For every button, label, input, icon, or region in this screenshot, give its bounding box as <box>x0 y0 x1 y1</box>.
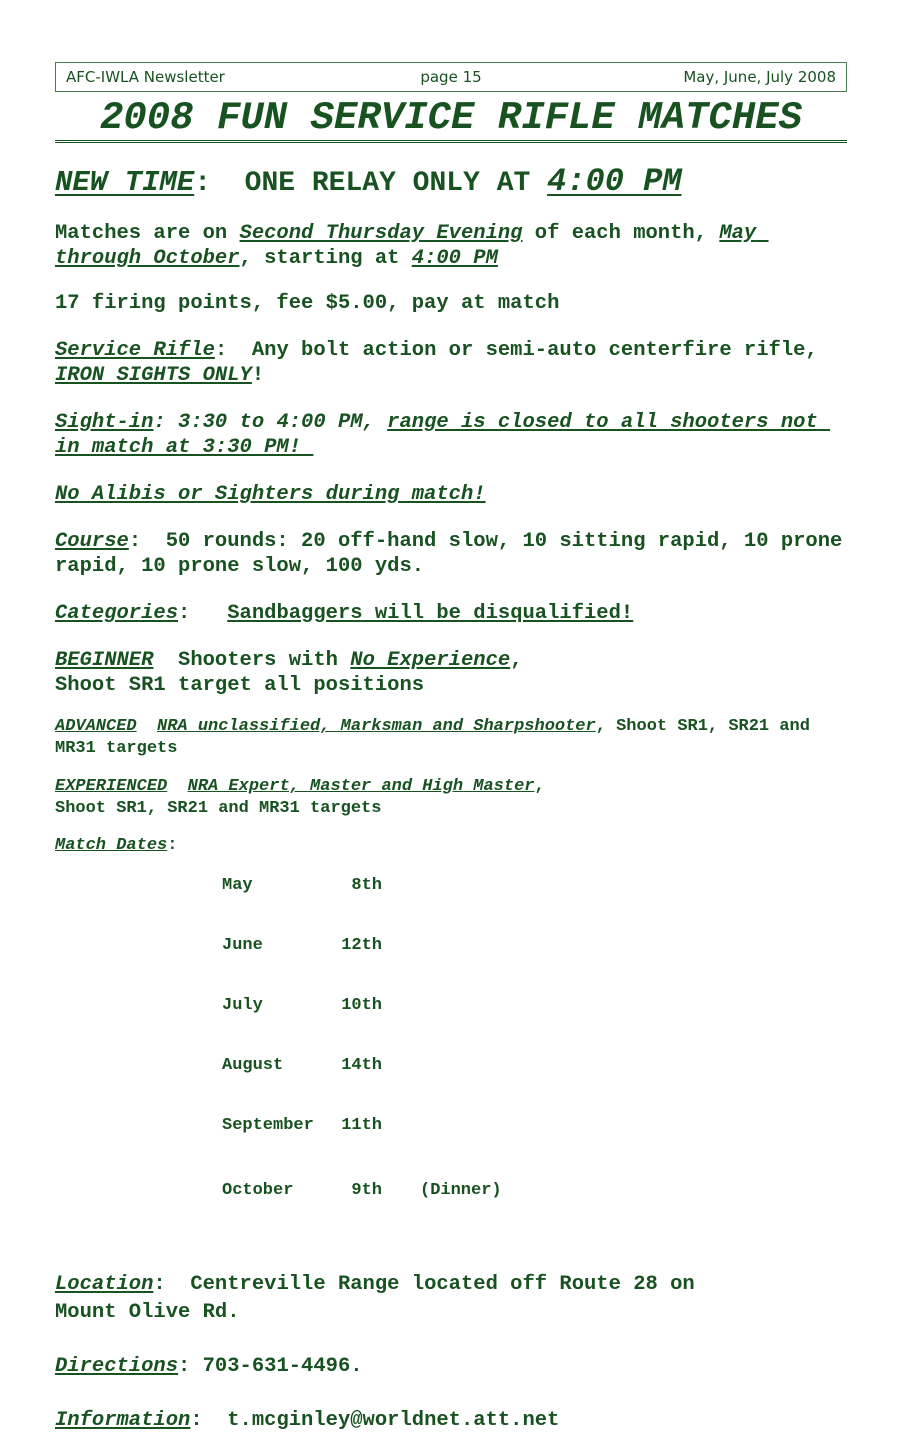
sight-in-emphasis: range is closed to all shooters not in match at 3:30 PM! <box>55 411 831 459</box>
categories-label: Categories <box>55 602 179 625</box>
match-dates-block <box>55 836 847 1241</box>
service-rifle-label: Service Rifle <box>55 339 215 362</box>
firing-points-line: 17 firing points, fee $5.00, pay at match <box>55 292 560 315</box>
course-text: : 50 rounds: 20 off-hand slow, 10 sitting rapid, 10 prone rapid, 10 prone slow, 100 yds. <box>55 530 855 578</box>
issue-date: May, June, July 2008 <box>683 68 836 86</box>
advanced-end: , Shoot SR1, SR21 and MR31 targets <box>55 717 821 758</box>
beginner-paragraph <box>55 648 847 698</box>
beginner-line2: Shoot SR1 target all positions <box>55 674 425 697</box>
information-text: : t.mcginley@worldnet.att.net <box>190 1409 560 1432</box>
categories-warning: Sandbaggers will be disqualified! <box>227 602 634 625</box>
beginner-text: Shooters with <box>153 649 351 672</box>
experienced-paragraph <box>55 776 847 820</box>
match-dates-colon: : <box>167 836 178 855</box>
match-date-row <box>222 1056 502 1076</box>
advanced-label: ADVANCED <box>55 717 137 736</box>
information-label: Information <box>55 1409 191 1432</box>
location-text: : Centreville Range located off Route 28 on Mount Olive Rd. <box>55 1273 695 1324</box>
month-cell: June <box>222 936 263 955</box>
new-time-value: 4:00 PM <box>547 163 682 200</box>
note-cell <box>382 936 420 956</box>
categories-separator: : <box>178 602 228 625</box>
location-label: Location <box>55 1273 154 1296</box>
experienced-end: , <box>534 777 545 796</box>
month-cell: August <box>222 1056 284 1075</box>
day-cell: 14th <box>341 1056 382 1075</box>
day-cell: 8th <box>351 876 382 895</box>
matches-emphasis-1: Second Thursday Evening <box>239 222 523 245</box>
match-date-row <box>222 996 502 1016</box>
day-cell: 11th <box>341 1116 382 1135</box>
directions-text: : 703-631-4496. <box>178 1355 363 1378</box>
month-cell: October <box>222 1181 294 1200</box>
service-rifle-paragraph <box>55 338 847 388</box>
sight-in-label: Sight-in <box>55 411 154 434</box>
matches-paragraph <box>55 221 847 271</box>
advanced-emphasis: NRA unclassified, Marksman and Sharpshooter <box>157 717 596 736</box>
directions-paragraph <box>55 1353 847 1381</box>
page-title: 2008 FUN SERVICE RIFLE MATCHES <box>55 96 847 143</box>
service-rifle-end: ! <box>251 364 265 387</box>
advanced-separator <box>137 717 157 736</box>
note-cell <box>382 996 420 1016</box>
service-rifle-emphasis: IRON SIGHTS ONLY <box>55 364 252 387</box>
note-cell: (Dinner) <box>420 1181 502 1200</box>
month-cell: July <box>222 996 263 1015</box>
page-number: page 15 <box>420 68 482 86</box>
month-cell: May <box>222 876 253 895</box>
day-cell: 9th <box>351 1181 382 1200</box>
location-paragraph <box>55 1271 847 1327</box>
experienced-emphasis: NRA Expert, Master and High Master <box>187 777 535 796</box>
new-time-text: ONE RELAY ONLY AT <box>244 168 548 199</box>
match-dates-label: Match Dates <box>55 836 168 855</box>
matches-text-1: Matches are on <box>55 222 240 245</box>
beginner-emphasis: No Experience <box>350 649 511 672</box>
newsletter-name: AFC-IWLA Newsletter <box>66 68 225 86</box>
matches-emphasis-3: 4:00 PM <box>411 247 498 270</box>
beginner-label: BEGINNER <box>55 649 154 672</box>
matches-emphasis-2: May through October <box>55 222 769 270</box>
match-date-row <box>222 1116 502 1136</box>
match-date-row <box>222 1181 502 1201</box>
note-cell <box>382 1056 420 1076</box>
directions-label: Directions <box>55 1355 179 1378</box>
match-date-row <box>222 936 502 956</box>
day-cell: 12th <box>341 936 382 955</box>
experienced-label: EXPERIENCED <box>55 777 168 796</box>
experienced-line2: Shoot SR1, SR21 and MR31 targets <box>55 799 382 818</box>
new-time-line <box>55 163 847 203</box>
information-paragraph <box>55 1407 847 1435</box>
beginner-end: , <box>510 649 523 672</box>
note-cell <box>382 876 420 896</box>
sight-in-paragraph <box>55 410 847 460</box>
matches-text-2: of each month, <box>522 222 720 245</box>
matches-text-3: , starting at <box>239 247 412 270</box>
advanced-paragraph <box>55 716 847 760</box>
note-cell <box>382 1116 420 1136</box>
month-cell: September <box>222 1116 314 1135</box>
course-label: Course <box>55 530 129 553</box>
match-dates-label-cell <box>55 836 222 1241</box>
match-dates-table <box>222 836 502 1241</box>
new-time-separator: : <box>194 168 245 199</box>
sight-in-text: : 3:30 to 4:00 PM, <box>153 411 388 434</box>
course-paragraph <box>55 529 855 579</box>
page-header <box>55 62 847 92</box>
no-alibis-line: No Alibis or Sighters during match! <box>55 483 486 506</box>
match-date-row <box>222 876 502 896</box>
categories-paragraph <box>55 601 847 626</box>
new-time-label: NEW TIME <box>55 166 195 199</box>
day-cell: 10th <box>341 996 382 1015</box>
service-rifle-text: : Any bolt action or semi-auto centerfire rifle, <box>214 339 831 362</box>
experienced-separator <box>167 777 187 796</box>
